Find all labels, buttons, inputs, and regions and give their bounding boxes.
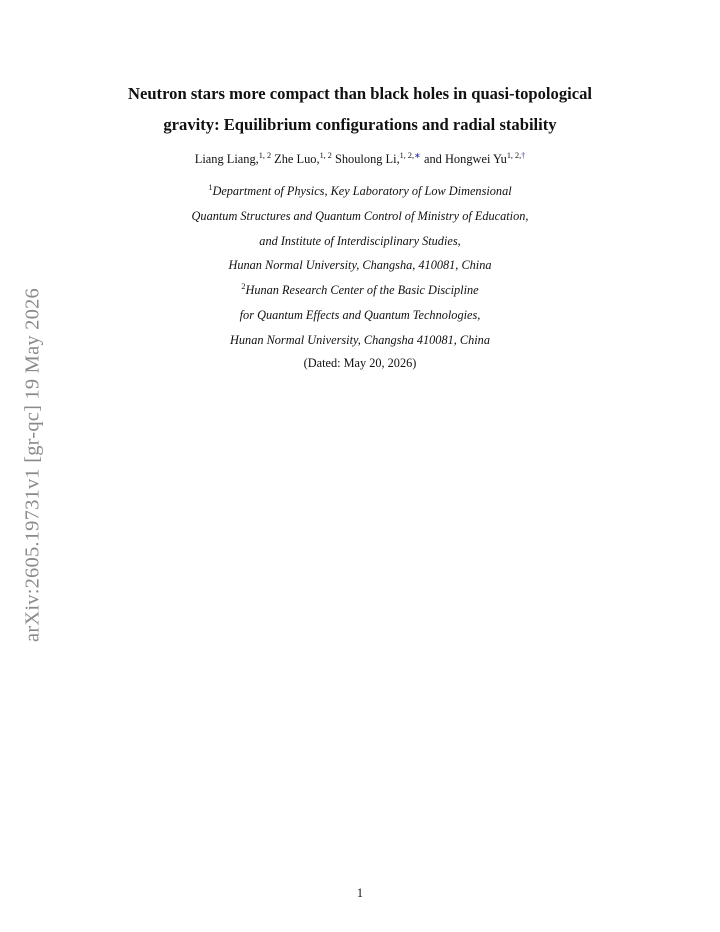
author-affiliation-marker: 1, 2	[258, 151, 272, 160]
author-name: Hongwei Yu	[444, 152, 507, 166]
footnote-link-dagger[interactable]: †	[521, 151, 526, 160]
paper-title	[70, 78, 650, 140]
date-line: (Dated: May 20, 2026)	[303, 356, 417, 370]
author-conjunction: and	[423, 152, 442, 166]
affiliation-1-line-4: Hunan Normal University, Changsha, 410081, China	[228, 258, 492, 273]
author-name: Shoulong Li,	[334, 152, 400, 166]
footnote-link-star[interactable]: ∗	[414, 151, 421, 160]
page-number: 1	[356, 886, 364, 900]
affiliation-1-line-3: and Institute of Interdisciplinary Studies,	[259, 233, 461, 248]
affiliation-1-line-1: $^1$Department of Physics, Key Laboratory of Low Dimensional	[208, 183, 512, 198]
affiliation-1-line-2: Quantum Structures and Quantum Control of Ministry of Education,	[191, 208, 529, 223]
affiliation-2-line-3: Hunan Normal University, Changsha 410081, China	[230, 332, 490, 347]
affiliation-number: 2	[241, 282, 246, 292]
title-line-2: gravity: Equilibrium configurations and radial stability	[163, 115, 557, 134]
author-affiliation-marker: 1, 2,∗	[399, 151, 421, 160]
affiliation-2-line-2: for Quantum Effects and Quantum Technologies,	[239, 307, 481, 322]
author-name: Zhe Luo,	[274, 152, 320, 166]
affiliation-2-line-1: $^2$Hunan Research Center of the Basic Discipline	[241, 282, 479, 298]
author-name: Liang Liang,	[194, 152, 259, 166]
author-affiliation-marker: 1, 2,†	[506, 151, 526, 160]
author-list	[60, 152, 660, 167]
affiliations	[60, 179, 660, 353]
arxiv-identifier[interactable]: arXiv:2605.19731v1 [gr-qc] 19 May 2026	[21, 288, 44, 642]
affiliation-number: 1	[208, 183, 213, 192]
author-affiliation-marker: 1, 2	[319, 151, 332, 160]
title-line-1: Neutron stars more compact than black holes in quasi-topological	[127, 84, 593, 103]
